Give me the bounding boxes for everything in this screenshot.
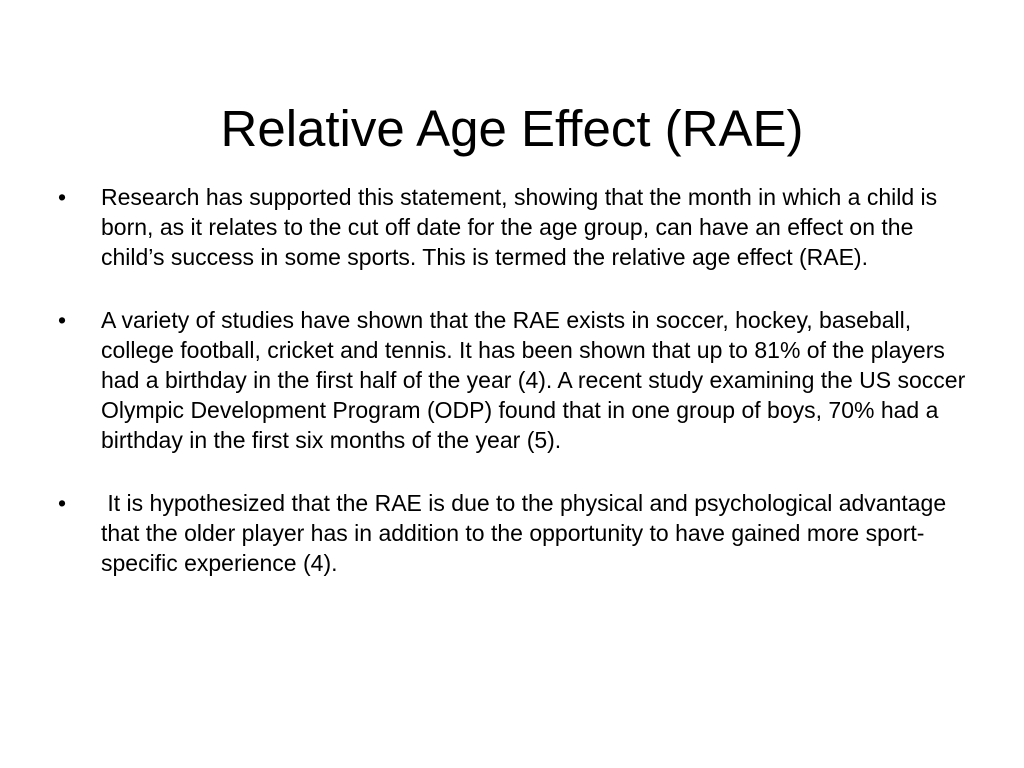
bullet-list (58, 182, 970, 578)
bullet-icon: • (58, 184, 67, 210)
bullet-item-studies (58, 305, 970, 455)
bullet-item-research (58, 182, 970, 272)
bullet-text: Research has supported this statement, showing that the month in which a child is born, as it relates to the cut off date for the age group, can have an effect on the child’s success in some sports. This is termed the relative age effect (RAE). (101, 184, 938, 270)
slide-title: Relative Age Effect (RAE) (220, 100, 804, 158)
bullet-text: It is hypothesized that the RAE is due to the physical and psychological advantage that the older player has in addition to the opportunity to have gained more sport-specific experience (4). (101, 490, 953, 576)
bullet-icon: • (58, 490, 67, 516)
bullet-text: A variety of studies have shown that the RAE exists in soccer, hockey, baseball, college football, cricket and tennis. It has been shown that up to 81% of the players had a birthday in the first half of the year (4). A recent study examining the US soccer Olympic Development Program (ODP) found that in one group of boys, 70% had a birthday in the first six months of the year (5). (101, 307, 966, 453)
bullet-item-hypothesis (58, 488, 970, 578)
bullet-icon: • (58, 307, 67, 333)
